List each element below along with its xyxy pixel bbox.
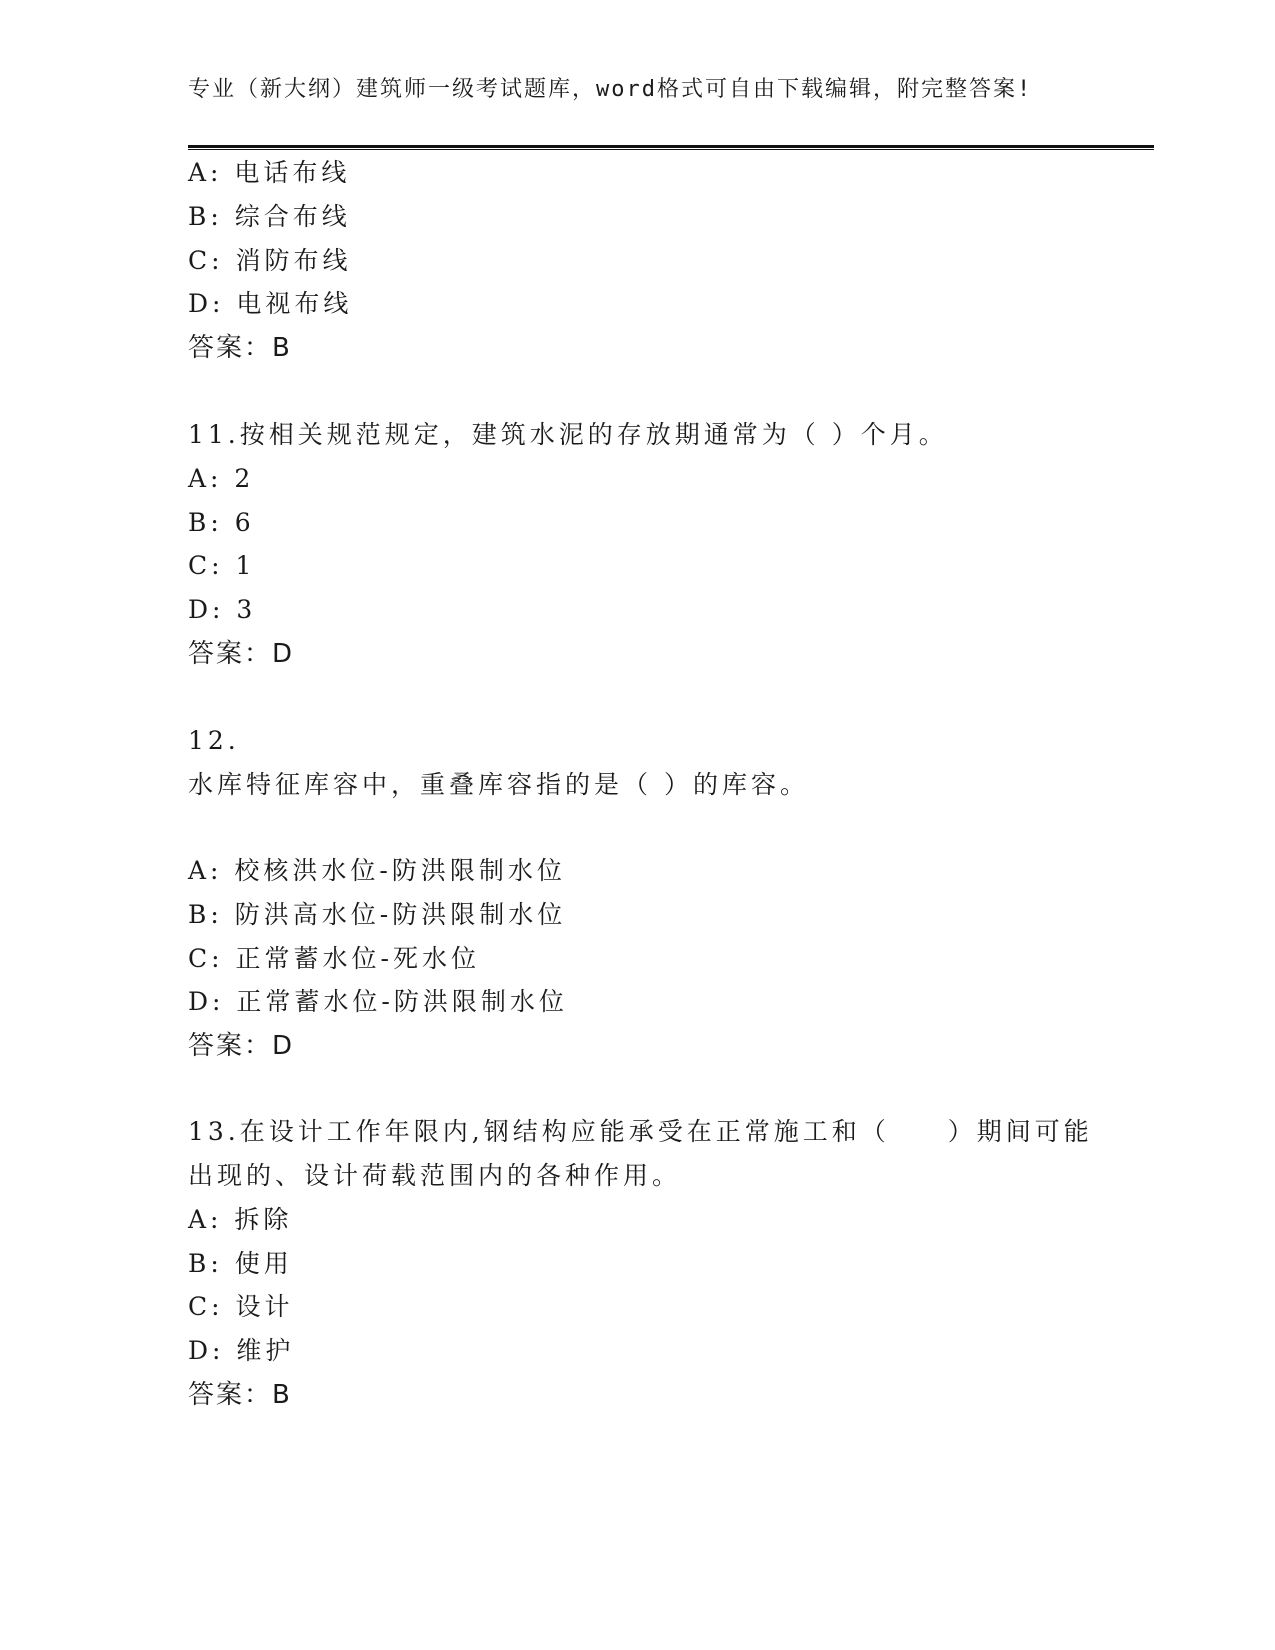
answer: 答案：B — [188, 1380, 292, 1410]
option-c: C: 1 — [188, 551, 256, 580]
option-d: D: 电视布线 — [188, 289, 353, 318]
option-c: C: 设计 — [188, 1292, 294, 1321]
option-a: A: 2 — [188, 464, 255, 493]
option-d: D: 3 — [188, 595, 257, 624]
option-c: C: 正常蓄水位-死水位 — [188, 944, 480, 973]
question-12-number: 12. — [188, 726, 240, 755]
question-12-stem: 水库特征库容中，重叠库容指的是（ ）的库容。 — [188, 770, 809, 799]
option-a: A: 校核洪水位-防洪限制水位 — [188, 856, 566, 885]
question-11-stem: 11.按相关规范规定，建筑水泥的存放期通常为（ ）个月。 — [188, 420, 948, 449]
option-a: A: 拆除 — [188, 1205, 293, 1234]
option-d: D: 维护 — [188, 1336, 295, 1365]
page-header: 专业（新大纲）建筑师一级考试题库，word格式可自由下载编辑，附完整答案! — [188, 77, 1033, 102]
answer: 答案：D — [188, 1031, 295, 1061]
option-c: C: 消防布线 — [188, 246, 352, 275]
option-a: A: 电话布线 — [188, 158, 351, 187]
answer: 答案：B — [188, 333, 292, 363]
question-13-stem-line1: 13.在设计工作年限内,钢结构应能承受在正常施工和（ ）期间可能 — [188, 1117, 1093, 1146]
header-divider — [188, 145, 1154, 150]
answer: 答案：D — [188, 639, 295, 669]
option-d: D: 正常蓄水位-防洪限制水位 — [188, 987, 568, 1016]
option-b: B: 综合布线 — [188, 202, 351, 231]
option-b: B: 防洪高水位-防洪限制水位 — [188, 900, 567, 929]
option-b: B: 6 — [188, 508, 255, 537]
option-b: B: 使用 — [188, 1249, 293, 1278]
question-13-stem-line2: 出现的、设计荷载范围内的各种作用。 — [188, 1161, 682, 1190]
